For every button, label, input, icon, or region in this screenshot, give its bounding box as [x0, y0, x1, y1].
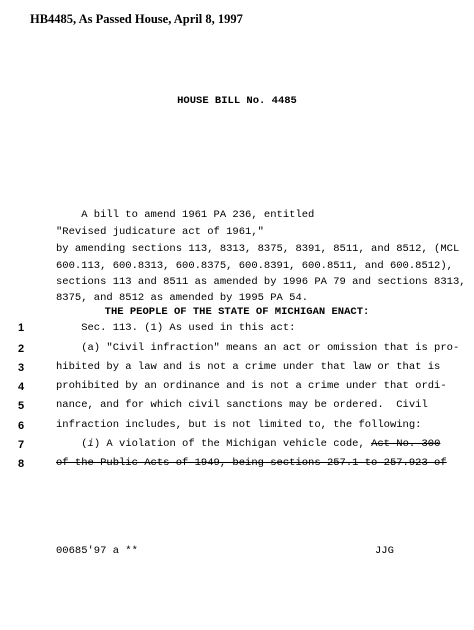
document-header: HB4485, As Passed House, April 8, 1997: [30, 12, 243, 26]
line-number: 1: [18, 322, 25, 334]
bill-text-line: nance, and for which civil sanctions may be ordered. Civil: [56, 399, 428, 411]
drafter-initials: JJG: [375, 545, 394, 557]
bill-text-line: (a) "Civil infraction" means an act or omission that is pro-: [56, 342, 460, 354]
line-number: 3: [18, 362, 25, 374]
preamble-line: 600.113, 600.8313, 600.8375, 600.8391, 600.8511, and 600.8512),: [56, 260, 453, 272]
preamble-line: "Revised judicature act of 1961,": [56, 226, 264, 238]
bill-text-line: Sec. 113. (1) As used in this act:: [56, 322, 296, 334]
line-number: 4: [18, 381, 25, 393]
bill-text-italic: i: [87, 438, 94, 450]
bill-text-line: hibited by a law and is not a crime under that law or that is: [56, 361, 441, 373]
line-number: 8: [18, 458, 25, 470]
preamble-line: 8375, and 8512 as amended by 1995 PA 54.: [56, 292, 309, 304]
struck-text-line: of the Public Acts of 1949, being sections 257.1 to 257.923 of: [56, 457, 447, 469]
document-id: 00685'97 a **: [56, 545, 138, 557]
enacting-clause: THE PEOPLE OF THE STATE OF MICHIGAN ENACT:: [104, 306, 370, 318]
struck-text: Act No. 300: [371, 438, 441, 450]
bill-title: HOUSE BILL No. 4485: [177, 95, 297, 107]
line-number: 6: [18, 420, 25, 432]
line-number: 7: [18, 439, 25, 451]
preamble-line: sections 113 and 8511 as amended by 1996 PA 79 and sections 8313,: [56, 276, 466, 288]
bill-text-segment: ) A violation of the Michigan vehicle code,: [93, 438, 372, 450]
bill-text-segment: (: [56, 438, 88, 450]
bill-text-line: [56, 438, 440, 450]
preamble-line: A bill to amend 1961 PA 236, entitled: [56, 209, 315, 221]
line-number: 2: [18, 343, 25, 355]
preamble-line: by amending sections 113, 8313, 8375, 8391, 8511, and 8512, (MCL: [56, 243, 460, 255]
line-number: 5: [18, 400, 25, 412]
bill-text-line: infraction includes, but is not limited to, the following:: [56, 419, 422, 431]
bill-text-line: prohibited by an ordinance and is not a crime under that ordi-: [56, 380, 447, 392]
